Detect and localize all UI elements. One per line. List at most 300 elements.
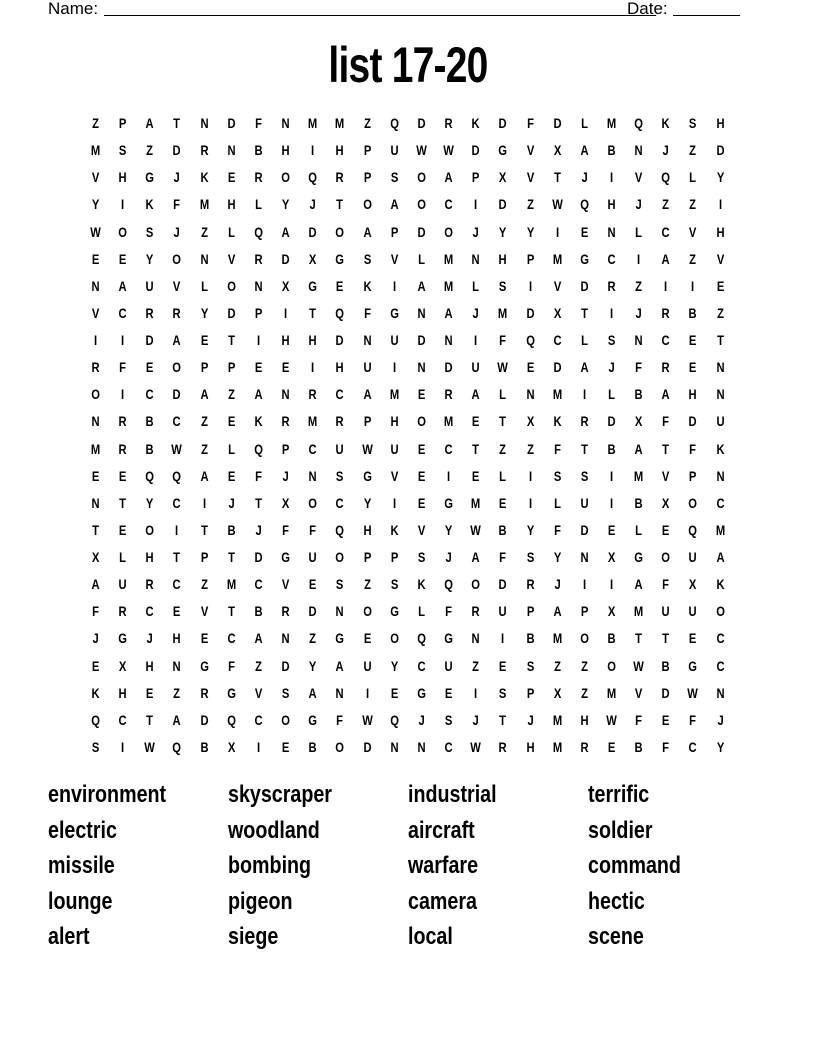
grid-letter: I	[392, 277, 396, 294]
grid-letter: I	[609, 169, 614, 186]
grid-letter: F	[662, 738, 670, 755]
grid-letter: H	[172, 630, 182, 647]
grid-letter: Y	[716, 738, 724, 755]
grid-letter: Z	[363, 115, 371, 131]
grid-letter: J	[472, 711, 479, 728]
grid-letter: B	[634, 386, 643, 403]
grid-letter: B	[254, 142, 263, 159]
grid-letter: V	[91, 169, 100, 186]
word-list-item: pigeon	[228, 887, 293, 915]
grid-letter: B	[227, 521, 236, 538]
date-label: Date:	[627, 0, 668, 18]
grid-letter: G	[498, 142, 508, 159]
grid-letter: F	[526, 115, 534, 131]
grid-letter: E	[499, 657, 507, 674]
grid-letter: Q	[145, 467, 155, 484]
grid-letter: I	[609, 576, 614, 593]
grid-letter: I	[121, 196, 125, 213]
grid-row	[82, 707, 734, 734]
grid-letter: Y	[444, 521, 453, 538]
grid-letter: A	[172, 332, 182, 348]
grid-letter: I	[256, 332, 261, 348]
grid-letter: G	[335, 250, 345, 267]
grid-row	[82, 734, 734, 761]
grid-letter: R	[498, 738, 507, 755]
grid-letter: X	[309, 250, 317, 267]
grid-letter: S	[580, 467, 589, 484]
grid-row	[82, 653, 734, 680]
grid-letter: Q	[661, 169, 671, 186]
grid-letter: Y	[281, 196, 290, 213]
grid-letter: T	[309, 304, 317, 321]
grid-letter: D	[526, 304, 535, 321]
grid-letter: M	[552, 711, 562, 728]
grid-letter: D	[580, 277, 589, 294]
grid-letter: M	[606, 115, 617, 131]
word-list-item: hectic	[588, 887, 645, 915]
grid-letter: Y	[553, 549, 561, 565]
grid-letter: A	[363, 223, 372, 240]
date-blank-line[interactable]	[673, 15, 740, 16]
grid-letter: D	[553, 359, 562, 376]
grid-letter: E	[200, 630, 208, 647]
grid-letter: G	[389, 603, 399, 620]
grid-letter: U	[308, 549, 317, 565]
grid-letter: T	[553, 169, 561, 186]
grid-letter: C	[254, 711, 263, 728]
grid-letter: O	[471, 576, 481, 593]
grid-letter: N	[91, 277, 100, 294]
grid-letter: N	[417, 359, 426, 376]
grid-letter: T	[227, 549, 235, 565]
grid-letter: I	[121, 738, 125, 755]
grid-letter: Y	[526, 223, 534, 240]
grid-letter: Z	[363, 576, 371, 593]
grid-letter: Y	[200, 304, 208, 321]
grid-letter: N	[716, 386, 725, 403]
grid-row	[82, 354, 734, 381]
grid-letter: T	[635, 630, 643, 647]
grid-letter: B	[661, 657, 670, 674]
grid-letter: W	[443, 142, 454, 159]
word-list-item: terrific	[588, 781, 650, 808]
grid-letter: J	[554, 576, 561, 593]
grid-letter: N	[417, 738, 426, 755]
grid-letter: C	[716, 494, 725, 511]
grid-row	[82, 598, 734, 625]
grid-letter: D	[553, 115, 562, 131]
grid-letter: P	[363, 413, 371, 430]
grid-letter: I	[121, 332, 125, 348]
grid-letter: T	[716, 332, 724, 348]
grid-letter: R	[661, 304, 670, 321]
grid-letter: E	[363, 630, 371, 647]
grid-letter: U	[688, 603, 698, 620]
grid-letter: U	[498, 603, 507, 620]
grid-letter: I	[664, 277, 668, 294]
grid-letter: N	[227, 142, 236, 159]
grid-letter: H	[227, 196, 236, 213]
grid-letter: A	[118, 277, 127, 294]
word-list-item: skyscraper	[228, 781, 332, 808]
grid-letter: J	[228, 494, 235, 511]
grid-letter: O	[607, 657, 616, 674]
grid-letter: I	[175, 521, 179, 538]
grid-letter: L	[553, 494, 561, 511]
grid-letter: A	[145, 115, 154, 131]
grid-letter: I	[256, 738, 261, 755]
grid-letter: P	[390, 223, 399, 240]
grid-letter: Z	[580, 657, 588, 674]
grid-letter: G	[444, 630, 453, 647]
grid-letter: G	[634, 549, 644, 565]
grid-letter: Y	[309, 657, 317, 674]
grid-row	[82, 625, 734, 652]
grid-letter: S	[526, 549, 534, 565]
grid-letter: G	[308, 277, 318, 294]
grid-letter: E	[689, 332, 697, 348]
grid-letter: Z	[526, 440, 534, 457]
grid-letter: L	[499, 386, 507, 403]
grid-letter: I	[718, 196, 722, 213]
grid-letter: J	[309, 196, 316, 213]
grid-letter: Z	[553, 657, 561, 674]
grid-letter: Y	[146, 494, 154, 511]
grid-letter: S	[689, 115, 697, 131]
grid-letter: Y	[91, 196, 100, 213]
grid-letter: X	[607, 549, 616, 565]
grid-letter: R	[444, 115, 453, 131]
grid-letter: N	[91, 494, 100, 511]
grid-letter: I	[94, 332, 98, 348]
grid-letter: V	[173, 277, 181, 294]
word-list-item: alert	[48, 923, 90, 951]
grid-letter: J	[173, 223, 181, 240]
grid-letter: A	[444, 304, 453, 321]
grid-letter: E	[689, 359, 697, 376]
grid-letter: H	[281, 142, 290, 159]
grid-letter: P	[526, 684, 534, 701]
grid-letter: U	[390, 332, 399, 348]
grid-letter: A	[417, 277, 426, 294]
grid-letter: Q	[634, 115, 644, 131]
grid-row	[82, 273, 734, 300]
word-list-item: bombing	[228, 852, 312, 880]
grid-letter: T	[173, 549, 181, 565]
grid-letter: O	[91, 386, 100, 403]
grid-letter: H	[145, 549, 154, 565]
grid-letter: A	[281, 223, 290, 240]
grid-letter: A	[200, 467, 209, 484]
grid-letter: E	[444, 684, 453, 701]
grid-letter: I	[474, 684, 478, 701]
word-list-row	[48, 814, 768, 850]
grid-letter: H	[281, 332, 290, 348]
grid-letter: D	[444, 359, 453, 376]
grid-letter: K	[417, 576, 426, 593]
grid-letter: F	[689, 711, 697, 728]
grid-letter: I	[637, 250, 641, 267]
grid-letter: T	[119, 494, 127, 511]
grid-letter: B	[607, 630, 616, 647]
grid-letter: Z	[689, 196, 697, 213]
grid-letter: E	[281, 359, 290, 376]
grid-letter: C	[172, 576, 182, 593]
grid-letter: M	[389, 386, 399, 403]
grid-letter: Z	[662, 196, 670, 213]
grid-letter: I	[447, 467, 451, 484]
grid-letter: P	[390, 549, 399, 565]
grid-letter: C	[716, 657, 725, 674]
grid-letter: B	[634, 494, 643, 511]
grid-letter: T	[662, 440, 670, 457]
grid-letter: Z	[255, 657, 262, 674]
grid-letter: C	[444, 440, 453, 457]
grid-letter: F	[255, 467, 262, 484]
grid-letter: T	[499, 711, 507, 728]
grid-letter: E	[390, 684, 399, 701]
grid-letter: R	[254, 250, 263, 267]
grid-letter: A	[254, 386, 263, 403]
grid-letter: X	[227, 738, 236, 755]
word-list-item: environment	[48, 781, 167, 808]
grid-letter: P	[254, 304, 263, 321]
grid-letter: C	[444, 738, 453, 755]
grid-letter: O	[335, 738, 345, 755]
grid-letter: M	[552, 386, 562, 403]
grid-letter: E	[91, 467, 100, 484]
grid-letter: G	[580, 250, 589, 267]
grid-letter: Z	[716, 304, 724, 321]
grid-letter: A	[444, 169, 453, 186]
grid-letter: J	[418, 711, 425, 728]
grid-letter: H	[118, 684, 127, 701]
grid-letter: G	[281, 549, 291, 565]
word-list-item: woodland	[228, 816, 320, 844]
grid-letter: V	[390, 250, 399, 267]
grid-letter: C	[227, 630, 236, 647]
grid-letter: N	[634, 142, 643, 159]
grid-letter: L	[635, 521, 643, 538]
grid-letter: O	[362, 603, 372, 620]
grid-letter: Z	[635, 277, 643, 294]
grid-letter: V	[390, 467, 399, 484]
grid-letter: O	[362, 196, 372, 213]
grid-letter: I	[609, 304, 614, 321]
grid-letter: J	[282, 467, 289, 484]
grid-letter: H	[335, 359, 345, 376]
grid-letter: U	[444, 657, 453, 674]
word-list-row	[48, 920, 768, 956]
grid-letter: O	[444, 223, 453, 240]
grid-letter: O	[688, 494, 698, 511]
grid-letter: D	[498, 115, 507, 131]
grid-letter: A	[580, 142, 589, 159]
grid-letter: D	[172, 142, 182, 159]
grid-letter: T	[580, 440, 588, 457]
grid-letter: C	[716, 630, 725, 647]
grid-letter: R	[118, 413, 127, 430]
grid-letter: S	[499, 684, 507, 701]
grid-letter: R	[91, 359, 100, 376]
grid-letter: E	[417, 386, 426, 403]
grid-letter: P	[526, 250, 534, 267]
grid-letter: L	[227, 440, 235, 457]
grid-row	[82, 219, 734, 246]
grid-letter: T	[662, 630, 670, 647]
grid-letter: D	[580, 521, 589, 538]
grid-letter: Q	[688, 521, 698, 538]
grid-letter: F	[227, 657, 235, 674]
grid-letter: R	[281, 603, 290, 620]
grid-letter: A	[390, 196, 399, 213]
grid-letter: E	[146, 684, 154, 701]
grid-letter: G	[118, 630, 128, 647]
grid-row	[82, 436, 734, 463]
grid-row	[82, 517, 734, 544]
grid-letter: E	[472, 467, 480, 484]
grid-letter: E	[91, 657, 100, 674]
grid-letter: O	[417, 196, 426, 213]
grid-letter: C	[553, 332, 562, 348]
grid-letter: P	[363, 549, 371, 565]
word-list-row	[48, 885, 768, 921]
grid-letter: A	[254, 630, 263, 647]
grid-letter: F	[309, 521, 317, 538]
grid-letter: E	[118, 250, 127, 267]
grid-letter: M	[498, 304, 508, 321]
grid-letter: V	[254, 684, 263, 701]
grid-letter: N	[716, 359, 725, 376]
grid-letter: L	[200, 277, 208, 294]
grid-letter: N	[444, 332, 453, 348]
grid-letter: E	[607, 738, 616, 755]
grid-letter: K	[716, 576, 725, 593]
grid-letter: L	[635, 223, 643, 240]
grid-letter: P	[363, 142, 371, 159]
grid-letter: I	[528, 277, 532, 294]
grid-letter: R	[661, 359, 670, 376]
grid-letter: V	[662, 467, 670, 484]
grid-letter: W	[171, 440, 183, 457]
grid-letter: D	[308, 603, 317, 620]
grid-letter: C	[607, 250, 616, 267]
grid-row	[82, 408, 734, 435]
grid-letter: D	[417, 223, 426, 240]
grid-letter: R	[145, 304, 154, 321]
grid-letter: C	[661, 223, 670, 240]
grid-letter: U	[118, 576, 127, 593]
grid-letter: D	[661, 684, 670, 701]
grid-letter: W	[606, 711, 617, 728]
grid-letter: I	[582, 386, 586, 403]
grid-row	[82, 137, 734, 164]
grid-letter: B	[607, 142, 616, 159]
grid-letter: C	[444, 196, 453, 213]
grid-letter: N	[526, 386, 535, 403]
grid-letter: B	[145, 440, 154, 457]
grid-letter: B	[634, 738, 643, 755]
grid-letter: V	[91, 304, 100, 321]
grid-letter: I	[392, 359, 396, 376]
grid-letter: R	[335, 169, 345, 186]
grid-letter: T	[200, 521, 208, 538]
grid-letter: O	[281, 711, 291, 728]
grid-letter: P	[526, 603, 534, 620]
grid-letter: P	[689, 467, 697, 484]
grid-letter: T	[173, 115, 181, 131]
grid-letter: M	[552, 630, 562, 647]
grid-letter: O	[172, 359, 182, 376]
grid-row	[82, 246, 734, 273]
grid-letter: R	[200, 142, 209, 159]
grid-letter: E	[146, 359, 154, 376]
grid-letter: Y	[526, 521, 534, 538]
grid-letter: E	[227, 413, 236, 430]
grid-letter: S	[363, 250, 371, 267]
grid-letter: I	[555, 223, 559, 240]
grid-letter: F	[363, 304, 371, 321]
word-list-item: command	[588, 852, 681, 880]
grid-letter: B	[688, 304, 698, 321]
grid-letter: R	[308, 386, 317, 403]
grid-letter: O	[145, 521, 155, 538]
grid-letter: G	[688, 657, 698, 674]
grid-letter: J	[717, 711, 724, 728]
grid-letter: U	[390, 142, 399, 159]
grid-letter: Q	[91, 711, 100, 728]
grid-row	[82, 164, 734, 191]
grid-letter: X	[662, 494, 670, 511]
grid-letter: A	[661, 250, 670, 267]
grid-letter: H	[526, 738, 535, 755]
grid-letter: S	[336, 467, 344, 484]
word-list	[48, 778, 768, 956]
grid-letter: T	[255, 494, 262, 511]
grid-letter: M	[90, 440, 101, 457]
grid-letter: D	[227, 115, 236, 131]
grid-letter: V	[227, 250, 236, 267]
grid-letter: X	[281, 494, 290, 511]
grid-letter: S	[281, 684, 290, 701]
grid-letter: N	[281, 386, 290, 403]
grid-letter: U	[335, 440, 345, 457]
grid-letter: T	[499, 413, 507, 430]
grid-letter: Q	[444, 576, 453, 593]
word-list-item: industrial	[408, 781, 497, 808]
grid-letter: G	[417, 684, 426, 701]
grid-letter: N	[91, 413, 100, 430]
grid-letter: H	[716, 223, 725, 240]
grid-letter: A	[661, 386, 670, 403]
grid-letter: U	[145, 277, 154, 294]
grid-letter: J	[526, 711, 534, 728]
grid-letter: F	[92, 603, 100, 620]
grid-letter: L	[227, 223, 235, 240]
grid-letter: K	[363, 277, 372, 294]
grid-letter: Z	[499, 440, 507, 457]
grid-letter: D	[335, 332, 345, 348]
grid-letter: D	[145, 332, 154, 348]
grid-letter: T	[336, 196, 344, 213]
grid-letter: V	[634, 169, 643, 186]
name-blank-line[interactable]	[104, 15, 656, 16]
word-list-item: camera	[408, 887, 477, 915]
grid-letter: S	[336, 576, 344, 593]
grid-letter: I	[501, 630, 505, 647]
grid-letter: C	[118, 304, 127, 321]
grid-letter: P	[118, 115, 127, 131]
